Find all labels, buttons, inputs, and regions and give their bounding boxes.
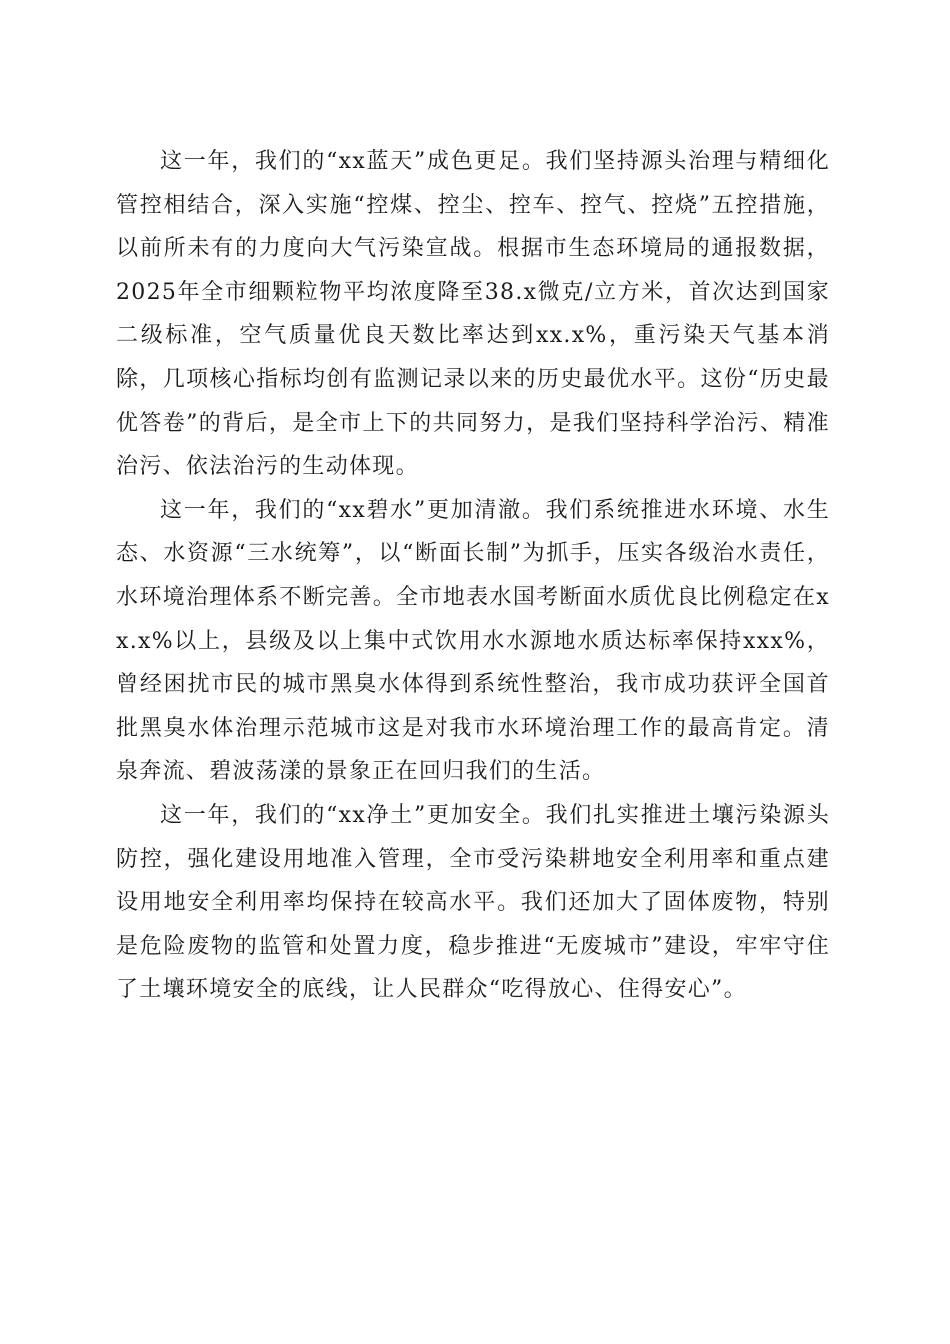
document-body xyxy=(116,140,830,1012)
paragraph-clear-water: 这一年，我们的“xx碧水”更加清澈。我们系统推进水环境、水生态、水资源“三水统筹”，以“断面长制”为抓手，压实各级治水责任，水环境治理体系不断完善。全市地表水国考断面水质优良比例稳定在xx.x%以上，县级及以上集中式饮用水水源地水质达标率保持xxx%，曾经困扰市民的城市黑臭水体得到系统性整治，我市成功获评全国首批黑臭水体治理示范城市这是对我市水环境治理工作的最高肯定。清泉奔流、碧波荡漾的景象正在回归我们的生活。 xyxy=(116,497,830,785)
paragraph-blue-sky: 这一年，我们的“xx蓝天”成色更足。我们坚持源头治理与精细化管控相结合，深入实施“控煤、控尘、控车、控气、控烧”五控措施，以前所未有的力度向大气污染宣战。根据市生态环境局的通报数据，2025年全市细颗粒物平均浓度降至38.x微克/立方米，首次达到国家二级标准，空气质量优良天数比率达到xx.x%，重污染天气基本消除，几项核心指标均创有监测记录以来的历史最优水平。这份“历史最优答卷”的背后，是全市上下的共同努力，是我们坚持科学治污、精准治污、依法治污的生动体现。 xyxy=(116,149,830,480)
paragraph-clean-soil: 这一年，我们的“xx净土”更加安全。我们扎实推进土壤污染源头防控，强化建设用地准入管理，全市受污染耕地安全利用率和重点建设用地安全利用率均保持在较高水平。我们还加大了固体废物，特别是危险废物的监管和处置力度，稳步推进“无废城市”建设，牢牢守住了土壤环境安全的底线，让人民群众“吃得放心、住得安心”。 xyxy=(116,802,830,1003)
